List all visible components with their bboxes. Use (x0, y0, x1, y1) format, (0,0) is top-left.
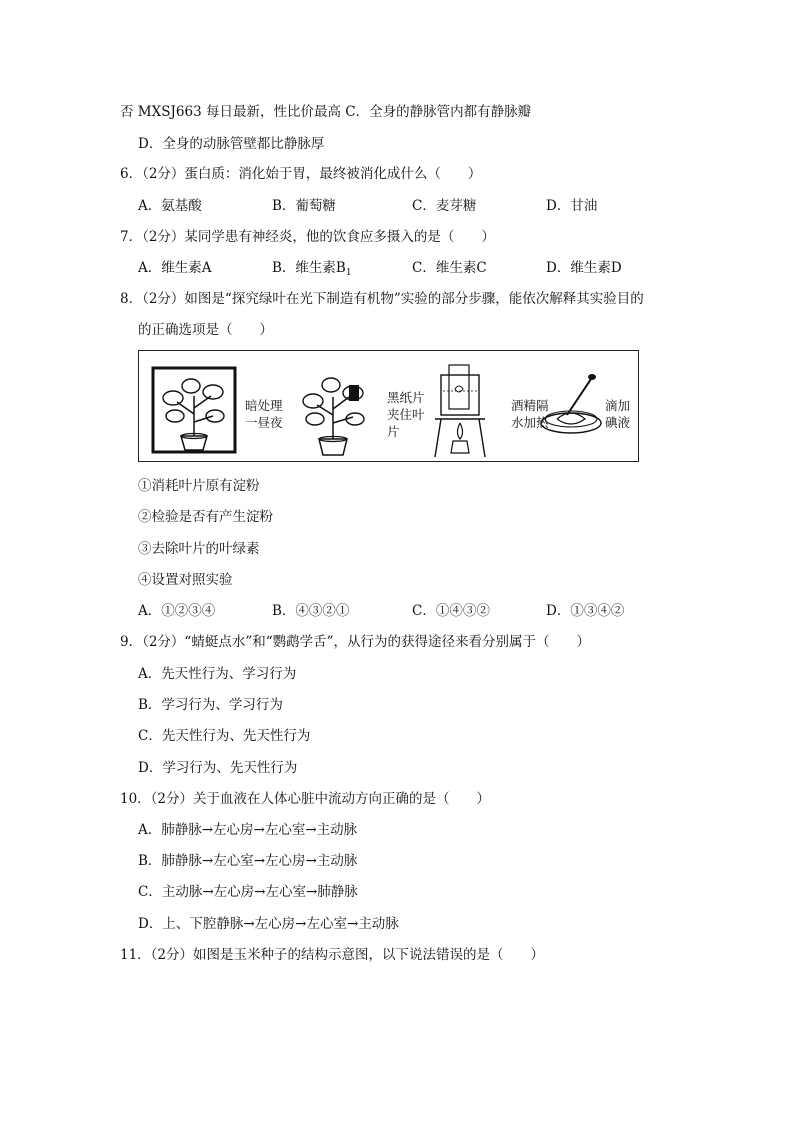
q10-option-c: C．主动脉→左心房→左心室→肺静脉 (138, 884, 358, 900)
q11-stem: 11．（2分）如图是玉米种子的结构示意图，以下说法错误的是（ ） (120, 947, 545, 963)
q6-option-d: D．甘油 (546, 198, 598, 214)
q9-option-d: D．学习行为、先天性行为 (138, 760, 298, 776)
q8-stem-line2: 的正确选项是（ ） (138, 322, 273, 338)
black-paper-plant-icon (297, 367, 375, 457)
q6-stem: 6．（2分）蛋白质：消化始于胃，最终被消化成什么（ ） (120, 166, 482, 182)
q10-stem: 10．（2分）关于血液在人体心脏中流动方向正确的是（ ） (120, 791, 491, 807)
step1-label: 暗处理一昼夜 (245, 398, 283, 430)
q9-option-a: A．先天性行为、学习行为 (138, 666, 297, 682)
q6-option-b: B．葡萄糖 (272, 198, 336, 214)
q8-stem-line1: 8．（2分）如图是“探究绿叶在光下制造有机物”实验的部分步骤，能依次解释其实验目的 (120, 291, 644, 307)
q7-stem: 7．（2分）某同学患有神经炎，他的饮食应多摄入的是（ ） (120, 229, 495, 245)
iodine-dropper-dish-icon (537, 371, 605, 441)
q7-option-a: A．维生素A (138, 260, 212, 276)
q8-item-1: ①消耗叶片原有淀粉 (138, 478, 260, 494)
q10-option-b: B．肺静脉→左心室→左心房→主动脉 (138, 853, 358, 869)
q8-item-3: ③去除叶片的叶绿素 (138, 541, 260, 557)
q10-option-a: A．肺静脉→左心房→左心室→主动脉 (138, 822, 358, 838)
q8-item-2: ②检验是否有产生淀粉 (138, 509, 273, 525)
q6-option-a: A．氨基酸 (138, 198, 202, 214)
step3-label: 酒精隔水加热 (511, 398, 549, 430)
step4-label: 滴加碘液 (605, 398, 631, 430)
q9-option-c: C．先天性行为、先天性行为 (138, 728, 311, 744)
q8-item-4: ④设置对照实验 (138, 572, 233, 588)
q7-option-b-subscript: 1 (345, 268, 352, 278)
q7-option-b-text: B．维生素B (272, 260, 346, 276)
q9-option-b: B．学习行为、学习行为 (138, 697, 283, 713)
q6-option-c: C．麦芽糖 (412, 198, 477, 214)
q7-option-b (272, 259, 352, 282)
step2-label: 黑纸片夹住叶片 (387, 390, 425, 439)
water-bath-heating-icon (431, 361, 489, 459)
q8-option-a: A．①②③④ (138, 603, 216, 619)
q7-option-d: D．维生素D (546, 260, 622, 276)
dark-treatment-plant-icon (151, 366, 237, 454)
q8-option-b: B．④③②① (272, 603, 350, 619)
q10-option-d: D．上、下腔静脉→左心房→左心室→主动脉 (138, 916, 399, 932)
q8-experiment-figure (138, 350, 639, 462)
q8-option-d: D．①③④② (546, 603, 625, 619)
q8-option-c: C．①④③② (412, 603, 490, 619)
q5-option-d: D．全身的动脉管壁都比静脉厚 (138, 136, 325, 152)
q5-tail-line: 否 MXSJ663 每日最新，性比价最高 C．全身的静脉管内都有静脉瓣 (120, 104, 532, 120)
q9-stem: 9．（2分）“蜻蜓点水”和“鹦鹉学舌”，从行为的获得途径来看分别属于（ ） (120, 634, 591, 650)
q7-option-c: C．维生素C (412, 260, 487, 276)
